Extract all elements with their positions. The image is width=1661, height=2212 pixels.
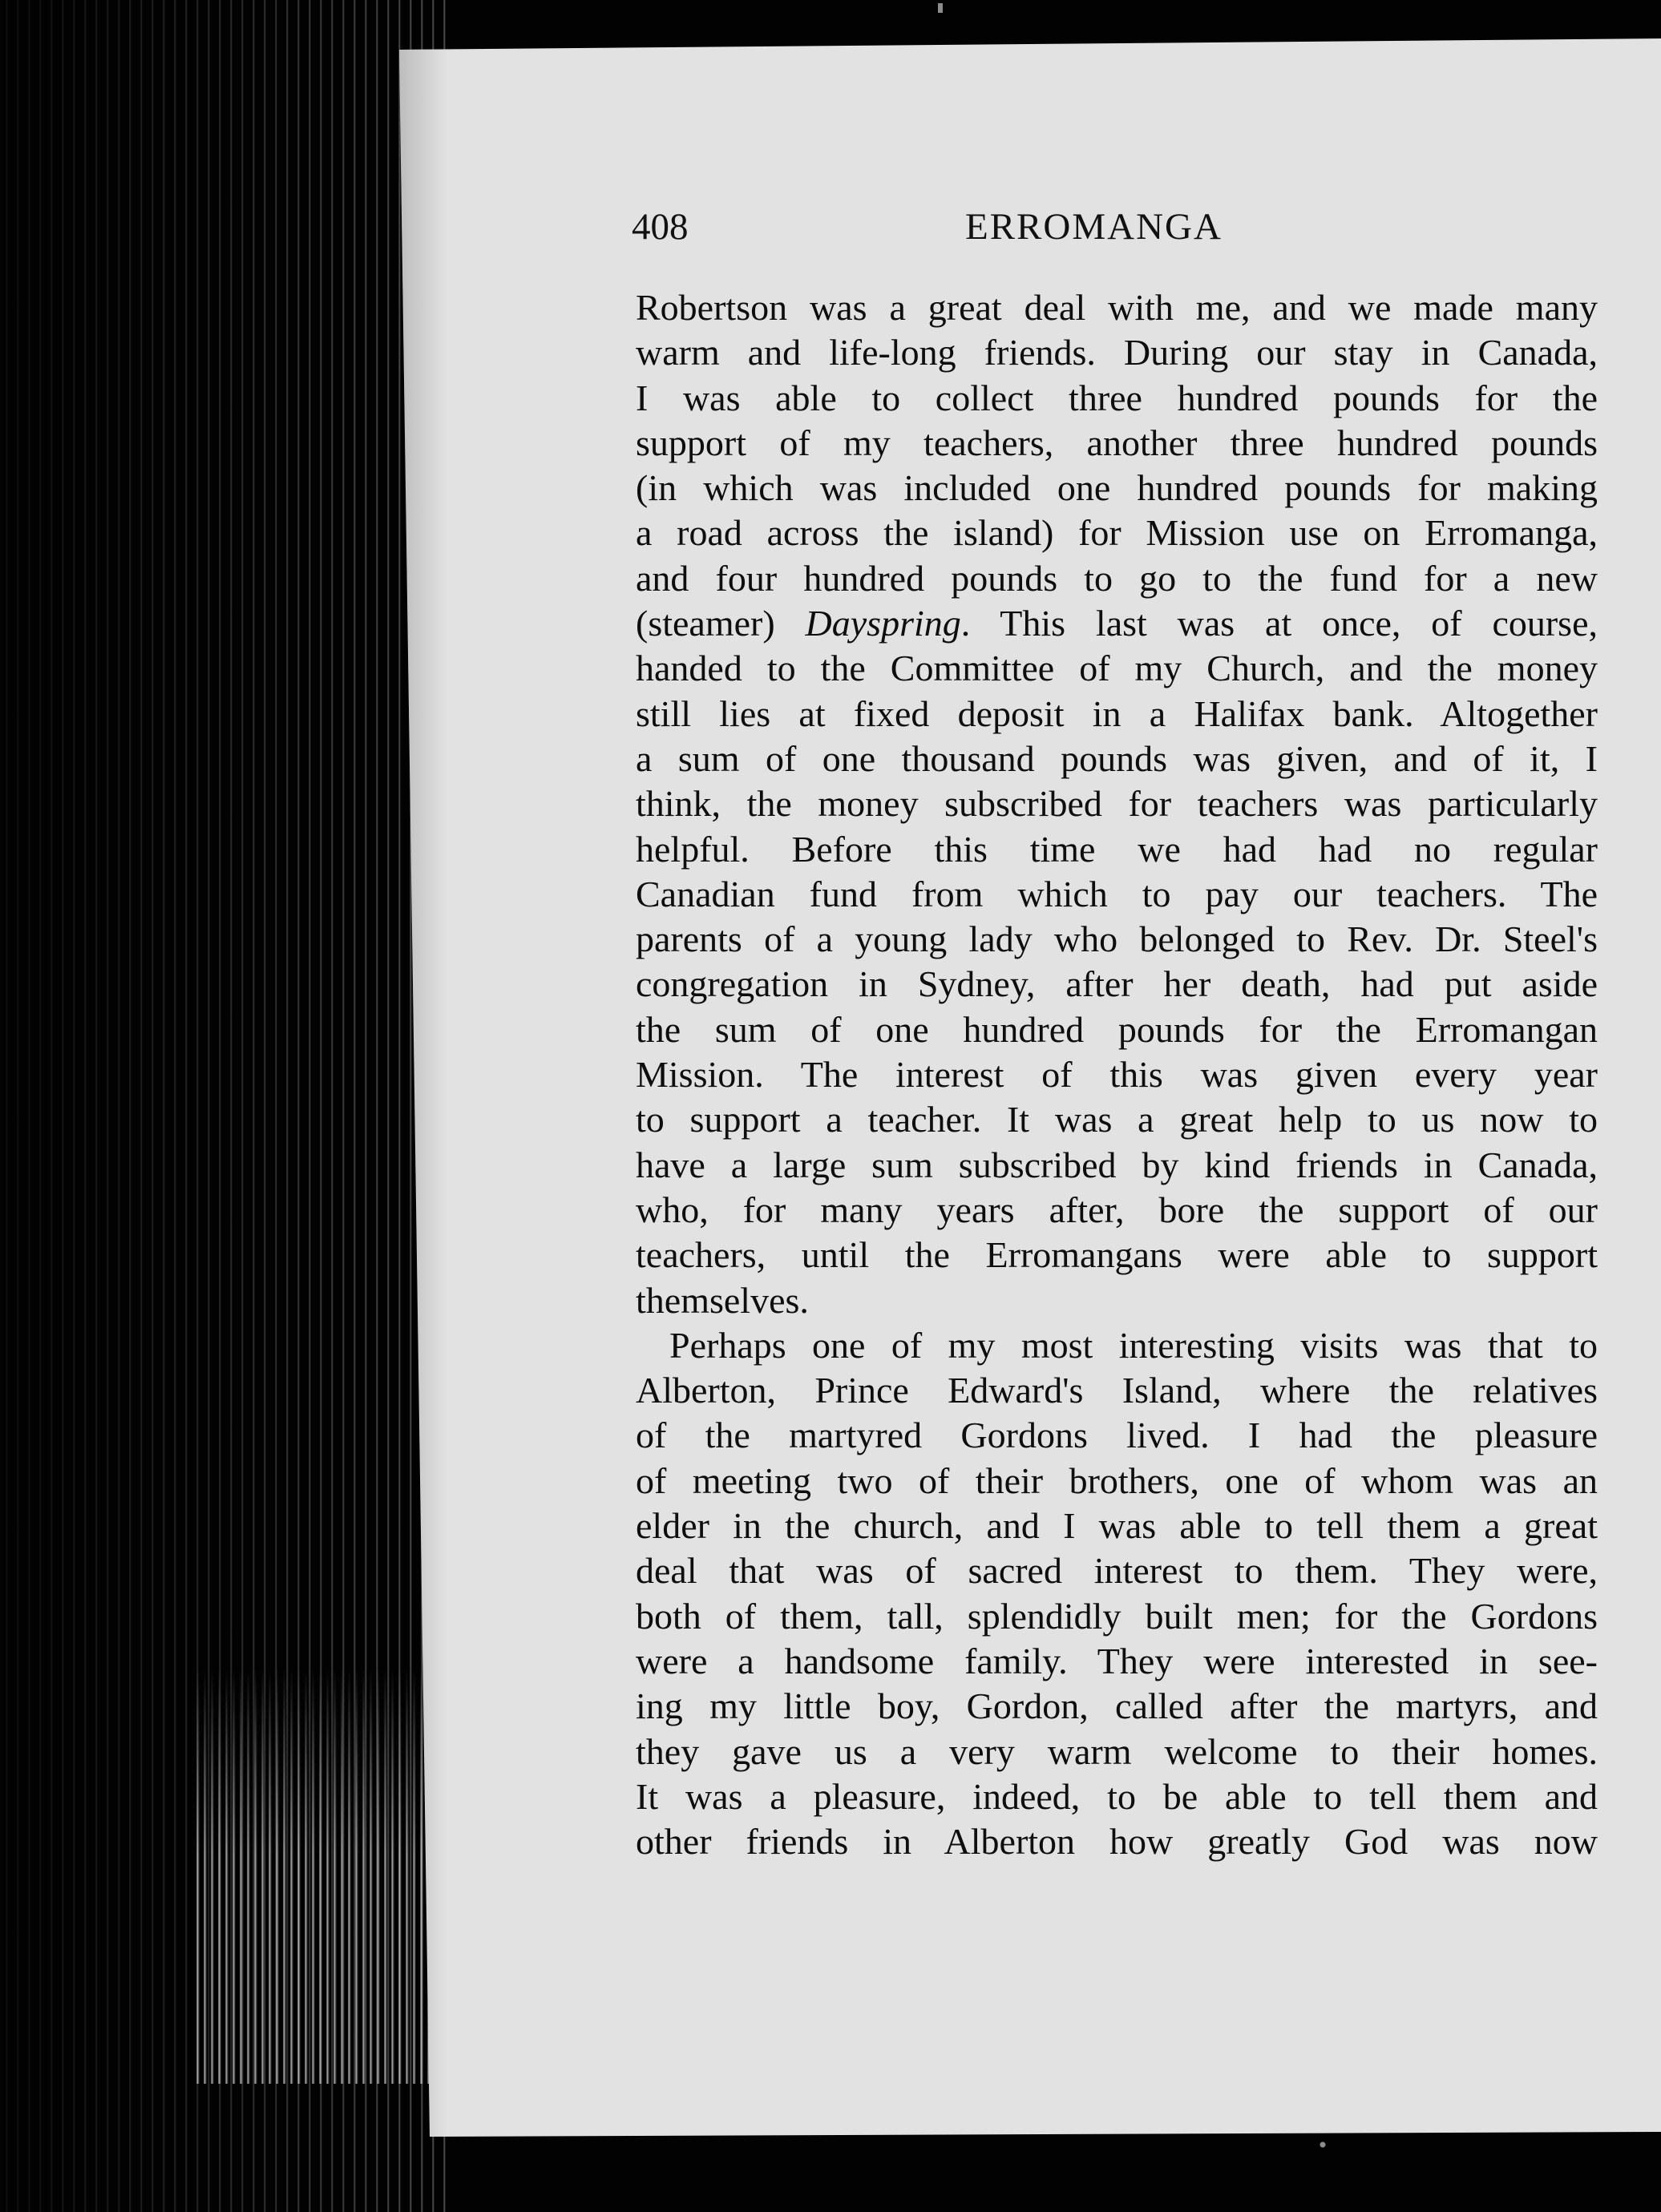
book-page-edges-lower: [192, 1667, 441, 2084]
text-line: of meeting two of their brothers, one of whom was an: [636, 1459, 1598, 1501]
text-line: It was a pleasure, indeed, to be able to tell them and: [636, 1775, 1598, 1817]
text-line: teachers, until the Erromangans were able to support: [636, 1234, 1598, 1276]
text-line: of the martyred Gordons lived. I had the pleasure: [636, 1415, 1598, 1456]
text-line: a sum of one thousand pounds was given, and of it, I: [636, 737, 1598, 779]
text-line: handed to the Committee of my Church, and the money: [636, 648, 1598, 689]
text-segment: (steamer): [636, 603, 806, 644]
text-line: both of them, tall, splendidly built men; for the Gordons: [636, 1595, 1598, 1637]
scan-speck: [938, 3, 943, 13]
text-line: Mission. The interest of this was given every year: [636, 1054, 1598, 1096]
text-line: think, the money subscribed for teachers was particularly: [636, 783, 1598, 825]
scan-speck: [1315, 2132, 1331, 2164]
italic-title-dayspring: Dayspring: [805, 603, 961, 644]
text-line: Alberton, Prince Edward's Island, where the relatives: [636, 1370, 1598, 1411]
text-line: still lies at fixed deposit in a Halifax bank. Altogether: [636, 692, 1598, 734]
text-line: and four hundred pounds to go to the fund for a new: [636, 557, 1598, 599]
text-line-with-italic: [636, 601, 1598, 646]
text-line: congregation in Sydney, after her death, had put aside: [636, 963, 1598, 1005]
text-line-paragraph-start: Perhaps one of my most interesting visits was that to: [669, 1324, 1598, 1366]
text-line-paragraph-end: themselves.: [636, 1279, 809, 1321]
text-line: ing my little boy, Gordon, called after the martyrs, and: [636, 1685, 1598, 1727]
text-line: the sum of one hundred pounds for the Erromangan: [636, 1008, 1598, 1050]
text-line: they gave us a very warm welcome to their homes.: [636, 1730, 1598, 1772]
text-line: I was able to collect three hundred pounds for the: [636, 377, 1598, 418]
text-line: helpful. Before this time we had had no regular: [636, 828, 1598, 870]
text-line: who, for many years after, bore the support of our: [636, 1189, 1598, 1230]
text-line: (in which was included one hundred pounds for making: [636, 467, 1598, 509]
text-line: other friends in Alberton how greatly God was now: [636, 1821, 1598, 1863]
running-head: [632, 205, 1433, 261]
text-line: Canadian fund from which to pay our teachers. The: [636, 873, 1598, 914]
text-line: to support a teacher. It was a great help to us now to: [636, 1099, 1598, 1140]
text-line: elder in the church, and I was able to tell them a great: [636, 1505, 1598, 1547]
body-text: [636, 285, 1598, 1864]
text-line: were a handsome family. They were interested in see-: [636, 1640, 1598, 1681]
text-line: deal that was of sacred interest to them. They were,: [636, 1550, 1598, 1592]
text-segment: . This last was at once, of course,: [960, 603, 1598, 644]
text-line: have a large sum subscribed by kind friends in Canada,: [636, 1144, 1598, 1185]
running-title: ERROMANGA: [965, 206, 1223, 248]
page-number: 408: [632, 206, 689, 248]
text-line: support of my teachers, another three hundred pounds: [636, 422, 1598, 463]
text-line: a road across the island) for Mission use on Erromanga,: [636, 512, 1598, 554]
text-line: parents of a young lady who belonged to Rev. Dr. Steel's: [636, 918, 1598, 960]
text-line: warm and life-long friends. During our stay in Canada,: [636, 332, 1598, 373]
text-line: Robertson was a great deal with me, and we made many: [636, 287, 1598, 328]
